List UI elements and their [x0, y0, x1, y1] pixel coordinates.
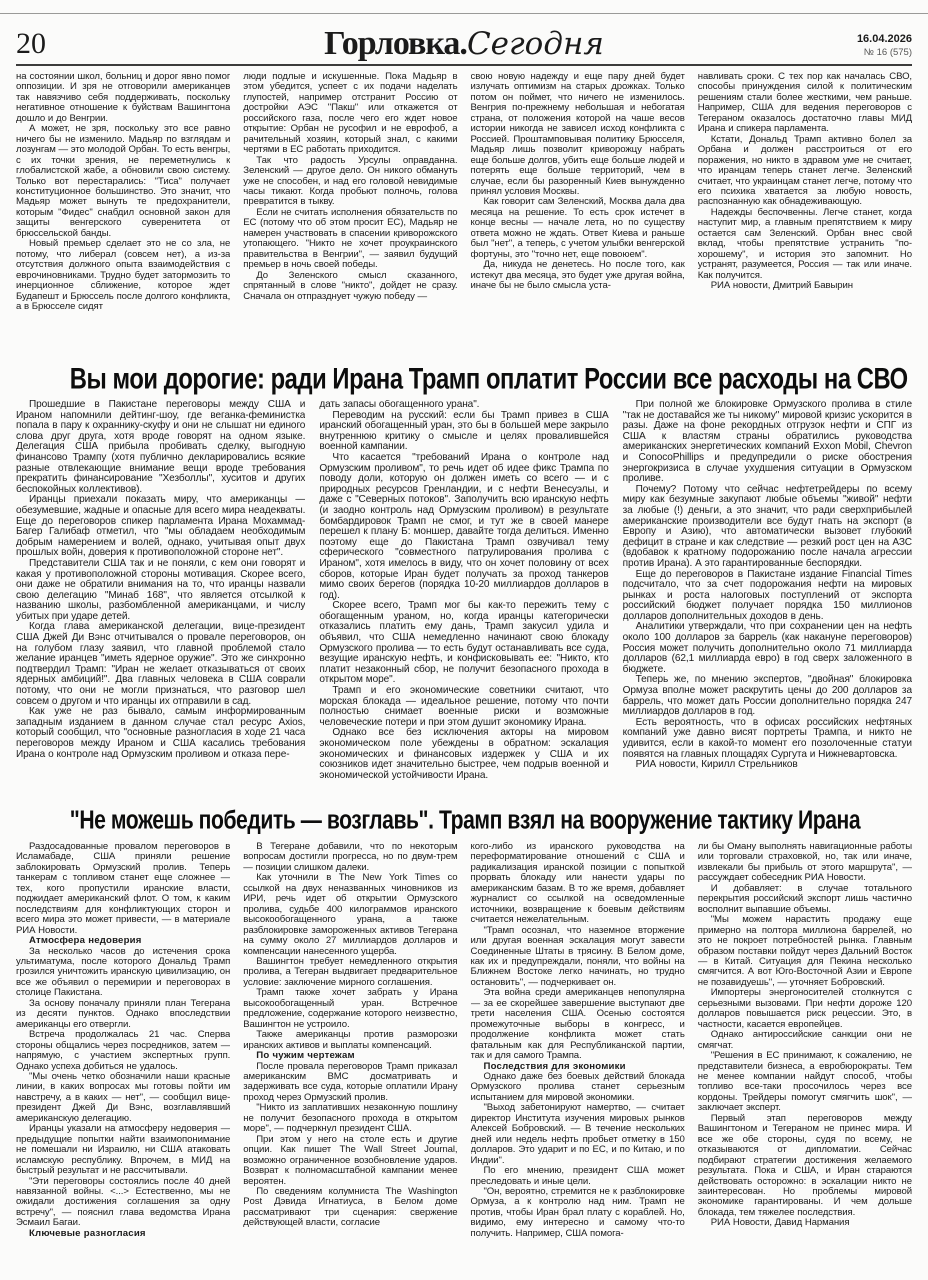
paragraph: Импортеры энергоносителей столкнутся с серьезными вызовами. При нефти дороже 120 долларов повышается риск рецессии. Это, в частности, касается европейцев. [697, 987, 912, 1030]
paragraph: Первый этап переговоров между Вашингтоном и Тегераном не принес мира. И все же обе стороны, судя по всему, не отказываются от дипломатии. Сейчас подбирают стратегии достижения желаемого результата. Пока и США, и Иран стараются действовать осторожно: в эскалации никто не заинтересован. Но проблемы мировой экономике гарантированы. И чем дольше блокада, тем тяжелее последствия. [697, 1112, 912, 1218]
paragraph: Надежды беспочвенны. Легче станет, когда наступит мир, а главным препятствием к миру остается сам Зеленский. Орбан внес свой вклад, чтобы препятствие устранить "по-хорошему", и история это запомнит. Но устранят, разумеется, Россия — так или иначе. Как получится. [697, 206, 912, 281]
subheading: По чужим чертежам [256, 1050, 355, 1062]
paragraph: По сведениям колумниста The Washington Post Дэвида Игнатиуса, в Белом доме рассматривают три сценария: свержение действующей власти, согласие [243, 1185, 458, 1229]
newspaper-title-main: Горловка. [324, 25, 467, 62]
article-top-continuation [16, 72, 912, 356]
newspaper-title-script: Сегодня [466, 26, 604, 62]
masthead [16, 17, 912, 61]
paragraph: Также американцы против разморозки иранских активов и выплаты компенсаций. [243, 1029, 458, 1051]
paragraph: Переводим на русский: если бы Трамп привез в США иранский обогащенный уран, это бы в большей мере закрыло внутреннюю критику о смысле и целях провалившейся военной кампании. [319, 409, 609, 453]
byline: РИА новости, Кирилл Стрельников [635, 759, 798, 771]
newspaper-title [16, 27, 912, 61]
paragraph: "Решения в ЕС принимают, к сожалению, не представители бизнеса, а евробюрократы. Тем не менее компании найдут способ, чтобы топливо все-таки просочилось через все кордоны. Трейдеры помогут смягчить шок", — заключает эксперт. [697, 1050, 912, 1114]
paragraph: И добавляет: в случае тотального перекрытия российский экспорт лишь частично восполнит выпавшие объемы. [697, 882, 912, 915]
paragraph: Есть вероятность, что в офисах российских нефтяных компаний уже давно висят портреты Трампа, и никто не удивится, если в какой-то момент его позолоченные статуи появятся на главных площадях Сургута и Нижневартовска. [622, 716, 912, 760]
paragraph: Эта война среди американцев непопулярна — за ее скорейшее завершение выступают две трети населения США. Осенью состоятся промежуточные выборы в конгресс, и продолжение конфликта может стать фатальным как для Республиканской партии, так и для самого Трампа. [470, 987, 685, 1062]
paragraph: "Он, вероятно, стремится не к разблокировке Ормуза, а к контролю над ним. Трамп не против, чтобы Иран брал плату с кораблей. Но, видимо, ему интересно и самому что-то получить. Например, США помога- [470, 1185, 685, 1239]
paragraph: "Никто из заплативших незаконную пошлину не получит безопасного прохода в открытом море", — подчеркнул президент США. [243, 1102, 458, 1135]
paragraph: Прошедшие в Пакистане переговоры между США и Ираном напомнили дейтинг-шоу, где веганка-феминистка попала в пару к охраннику-скуфу и они не слышат ни единого слова друг друга, хотя вроде говорят на одном языке. Делегация США прибыла пробивать сделку, выгодную финансово Трампу (хотя публично декларировались всякие разные отвлекающие внимание вещи вроде требования прекратить финансирование "Хезболлы", хуситов и других беспокойных коллективов). [16, 400, 306, 495]
article-column [698, 72, 912, 356]
issue-block [857, 33, 912, 61]
article-bottom [16, 842, 912, 1280]
paragraph: Скорее всего, Трамп мог бы как-то пережить тему с обогащенным ураном, но, когда иранцы категорически отказались платить ему дань, Трамп закусил удила и объявил, что США немедленно начинают свою блокаду Ормузского пролива — то есть будут останавливать все суда, везущие иранскую нефть, и конфисковывать ее: "Никто, кто платит незаконный сбор, не получит безопасного прохода в открытом море". [319, 600, 609, 686]
paragraph: "Мы можем нарастить продажу еще примерно на полтора миллиона баррелей, но это не покроет потребностей рынка. Главным образом поставки пойдут через Дальний Восток — в Китай. Ситуация для Пекина несколько смягчится. А вот Юго-Восточной Азии и Европе не позавидуешь", — уточняет Бобровский. [697, 914, 912, 988]
paragraph: Вашингтон требует немедленного открытия пролива, а Тегеран выдвигает предварительное условие: заключение мирного соглашения. [243, 955, 458, 988]
paragraph: За основу поначалу приняли план Тегерана из десяти пунктов. Однако впоследствии американцы его отвергли. [16, 997, 231, 1030]
subheading: Ключевые разногласия [29, 1227, 146, 1239]
paragraph: А может, не зря, поскольку это все равно ничего бы не изменило. Мадьяр по взглядам и лозунгам — это молодой Орбан. То есть венгры, с их точки зрения, не переметнулись к глобалистской жабе, а обновили свою систему. Только вот перестарались: "Тиса" получает конституционное большинство. Это значит, что Мадьяр может вынуть те предохранители, которым "Фидес" снабдил основной закон для защиты венгерского суверенитета от брюссельской банды. [16, 123, 231, 239]
byline: РИА новости, Дмитрий Бавырин [710, 280, 853, 292]
paragraph: "Эти переговоры состоялись после 40 дней навязанной войны. <...> Естественно, мы не ожидали достижения соглашения за одну встречу", — пояснил глава ведомства Ирана Эсмаил Багаи. [16, 1175, 231, 1229]
paragraph: ли бы Оману выполнять навигационные работы или торговали страховкой, но, так или иначе, извлекали бы прибыль от этого маршрута", — рассуждает собеседник РИА Новости. [697, 842, 912, 884]
paragraph: Да, никуда не денетесь. Но после того, как истекут два месяца, это будет уже другая война, иначе бы не было смысла уста- [470, 259, 685, 292]
paragraph: Как говорит сам Зеленский, Москва дала два месяца на решение. То есть срок истечет в конце весны — начале лета, но по существу ответа можно не ждать. Ответ Киева и раньше был "нет", а теперь, с учетом улыбки венгерской фортуны, это "точно нет, еще повоюем". [470, 196, 685, 260]
paragraph: Встреча продолжалась 21 час. Сперва стороны общались через посредников, затем — напрямую, с участием экспертных групп. Однако успеха добиться не удалось. [16, 1029, 231, 1072]
article-column [243, 72, 457, 356]
paragraph: Иранцы указали на атмосферу недоверия — предыдущие попытки найти взаимопонимание не помешали ни Израилю, ни США атаковать исламскую республику. Впрочем, в МИД на быстрый результат и не рассчитывали. [16, 1123, 231, 1177]
paragraph: "Мы очень четко обозначили наши красные линии, в каких вопросах мы готовы пойти им навстречу, а в каких — нет", — сообщил вице-президент Джей Ди Вэнс, возглавлявший американскую делегацию. [16, 1070, 231, 1124]
article-column [16, 842, 230, 1280]
page-number: 20 [16, 27, 46, 60]
paragraph: кого-либо из иранского руководства на переформатирование отношений с США и радикализация иранской позиции с попыткой прорвать блокаду или нанести удары по американским базам. В то же время, добавляет журналист со ссылкой на осведомленные источники, возвращение к боевым действиям считается нежелательным. [470, 842, 685, 926]
paragraph: В Тегеране добавили, что по некоторым вопросам достигли прогресса, но по двум-трем — позиции слишком далеки. [243, 842, 458, 873]
byline: РИА Новости, Давид Нармания [710, 1217, 850, 1229]
paragraph: За несколько часов до истечения срока ультиматума, после которого Дональд Трамп грозился уничтожить иранскую цивилизацию, он все же объявил о перемирии и переговорах в столице Пакистана. [16, 945, 231, 999]
article-column [623, 400, 912, 798]
paragraph: До Зеленского смысл сказанного, спрятанный в слове "никто", дойдет не сразу. Сначала он отпразднует чужую победу — [243, 269, 458, 302]
paragraph: Однако все без исключения акторы на мировом экономическом поле убеждены в обратном: эскалация экономических и финансовых издержек у США и их союзников идет значительно быстрее, чем подрыв военной и экономической устойчивости Ирана. [319, 727, 609, 781]
paragraph: Раздосадованные провалом переговоров в Исламабаде, США приняли решение заблокировать Ормузский пролив. Теперь танкерам с топливом станет еще сложнее — тех, кого пропустили иранские власти, поджидает американский флот. О том, к каким последствиям для конфликтующих сторон и всего мира это может привести, — в материале РИА Новости. [16, 842, 231, 936]
paragraph: "Выход забетонируют намертво, — считает директор Института изучения мировых рынков Алексей Бобровский. — В течение нескольких дней или недель нефть пробьет отметку в 150 долларов. Это ударит и по ЕС, и по Китаю, и по Индии". [470, 1102, 685, 1166]
paragraph: При этом у него на столе есть и другие опции. Как пишет The Wall Street Journal, возможно ограниченное возобновление ударов. Возврат к полномасштабной кампании менее вероятен. [243, 1133, 458, 1187]
paragraph: По его мнению, президент США может преследовать и иные цели. [470, 1165, 685, 1187]
paragraph: Что касается "требований Ирана о контроле над Ормузским проливом", то речь идет об идее фикс Трампа по поводу доли, которую он должен иметь со всего — и с природных ресурсов Гренландии, и с нефти Венесуэлы, и даже с "Северных потоков". Заполучить всю иранскую нефть (и заодно контроль над Ормузским проливом) в результате бомбардировок Трамп не смог, и тут же в своей манере перешел к плану Б: моншер, давайте тогда делиться. Именно поэтому еще до Пакистана Трамп озвучивал тему сферического "совместного патрулирования пролива с Ираном", хотя имелось в виду, что он хочет половину от всех сборов, которые Иран будет получать за проход танкеров мимо своих берегов (порядка 10-20 миллиардов долларов в год). [319, 451, 609, 601]
subheading: Атмосфера недоверия [29, 935, 142, 947]
article-column [319, 400, 608, 798]
page-top-rule [0, 13, 928, 14]
paragraph: Кстати, Дональд Трамп активно болел за Орбана и должен расстроиться от его поражения, но никто в здравом уме не считает, что иранцам теперь станет легче. Зеленский считает, что украинцам станет легче, потому что его психика хватается за любую новость, распознанную как обнадеживающую. [697, 133, 912, 208]
paragraph: свою новую надежду и еще пару дней будет излучать оптимизм на старых дрожках. Только потом он поймет, что ничего не изменилось. Венгрия по-прежнему небольшая и небогатая страна, от положения которой на чаше весов истории никогда не зависел исход конфликта с Россией. Проштамповывая политику Брюсселя, Мадьяр лишь позволит криворожцу набрать еще больше долгов, убить еще больше людей и потерять еще больше территорий, чем в случае, если бы разоренный Киев вынужденно принял условия Москвы. [470, 72, 685, 197]
paragraph: Трамп и его экономические советники считают, что морская блокада — идеальное решение, потому что почти полностью снимает военные риски и возможные человеческие потери и при этом душит экономику Ирана. [319, 685, 609, 728]
issue-date: 16.04.2026 [856, 33, 912, 46]
article-column [16, 72, 230, 356]
article-middle [16, 400, 912, 798]
headline-bottom-article: "Не можешь победить — возглавь". Трамп взял на вооружение тактику Ирана [69, 805, 861, 835]
paragraph: Если не считать исполнения обязательств по ЕС (потому что об этом просит ЕС), Мадьяр не намерен участвовать в спасении криворожского утопающего. "Никто не хочет проукраинского правительства в Венгрии", — заявил будущий премьер в ночь своей победы. [243, 206, 458, 271]
paragraph: Однако даже без боевых действий блокада Ормузского пролива станет серьезным испытанием для мировой экономики. [470, 1070, 685, 1103]
paragraph: Аналитики утверждали, что при сохранении цен на нефть около 100 долларов за баррель (как накануне переговоров) Россия может получить дополнительно около 71 миллиарда долларов (62,1 миллиарда евро) в год сверх заложенного в бюджете. [622, 621, 912, 675]
article-column [471, 72, 685, 356]
paragraph: Когда глава американской делегации, вице-президент США Джей Ди Вэнс отчитывался о провале переговоров, он на голубом глазу заявил, что главной проблемой стало желание иранцев "иметь ядерное оружие". Это же синхронно подтвердил Трамп: "Иран не желает отказываться от своих ядерных амбиций!". Два главных человека в США соврали потому, что они не могли признаться, что разговор шел совсем о другом и что иранцы их отправили в сад. [16, 621, 306, 707]
paragraph: При полной же блокировке Ормузского пролива в стиле "так не доставайся же ты никому" мировой кризис ускорится в разы. Даже на фоне рекордных отгрузок нефти и СПГ из США к властям страны обратились руководства американских энергетических компаний Exxon Mobil, Chevron и ConocoPhillips и предупредили о риске обострения энергокризиса в случае ухудшения ситуации в Ормузском проливе. [622, 400, 912, 485]
paragraph: дать запасы обогащенного урана". [319, 400, 480, 410]
headline-middle-article: Вы мои дорогие: ради Ирана Трамп оплатит России все расходы на СВО [69, 362, 908, 396]
paragraph: Теперь же, по мнению экспертов, "двойная" блокировка Ормуза вполне может раскрутить цены до 200 долларов за баррель, что может дать России дополнительно порядка 247 миллиардов долларов в год. [622, 674, 912, 718]
paragraph: Еще до переговоров в Пакистане издание Financial Times подсчитало, что за счет подорожания нефти на мировых рынках и роста налоговых поступлений от экспорта российский бюджет получает порядка 150 миллионов долларов дополнительных доходов в день. [622, 568, 912, 622]
paragraph: Представители США так и не поняли, с кем они говорят и какая у противоположной стороны мотивация. Скорее всего, они даже не обратили внимания на то, что иранцы назвали свою делегацию "Минаб 168", что является отсылкой к названию школы, разбомбленной американцами, и числу убитых при ударе детей. [16, 557, 306, 622]
paragraph: Однако антироссийские санкции они не смягчат. [697, 1029, 912, 1051]
issue-number: № 16 (575) [863, 47, 912, 59]
article-column [243, 842, 457, 1280]
article-column [471, 842, 685, 1280]
paragraph: Так что радость Урсулы оправданна. Зеленский — другое дело. Он никого обмануть уже не способен, и над его головой невидимые часы тикают. Когда пробьют полночь, голова превратится в тыкву. [243, 154, 458, 208]
paragraph: люди подлые и искушенные. Пока Мадьяр в этом убедится, успеет с их подачи наделать глупостей, например отстранит Россию от достройки АЭС "Пакш" или откажется от российского газа, после чего его ждет новое открытие: Орбан не русофил и не еврофоб, а рачительный хозяин, который знал, с какими чертями в ЕС работать приходится. [243, 72, 458, 156]
article-column [698, 842, 912, 1280]
paragraph: Новый премьер сделает это не со зла, не потому, что либерал (совсем нет), а из-за отсутствия должного опыта взаимодействия с еврочиновниками. Трудно будет затормозить то инерционное сближение, которое ждет Будапешт и Брюссель после долгого конфликта, а в Брюсселе сидят [16, 238, 231, 312]
masthead-rule [16, 64, 912, 66]
paragraph: "Трамп осознал, что наземное вторжение или другая военная эскалация могут завести Соединенные Штаты в трясину. В Белом доме, как их и предупреждали, поняли, что войны на Ближнем Востоке легко начинать, но трудно остановить", — подчеркивает он. [470, 924, 685, 988]
paragraph: Иранцы приехали показать миру, что американцы — обезумевшие, жадные и опасные для всего мира неадекваты. Еще до переговоров спикер парламента Ирана Мохаммад-Багер Галибаф отметил, что "мы обладаем необходимым добрым намерением и волей, однако, учитывая опыт двух прошлых войн, доверия к противоположной стороне нет". [16, 494, 306, 559]
subheading: Последствия для экономики [483, 1060, 626, 1072]
paragraph: Почему? Потому что сейчас нефтетрейдеры по всему миру как безумные закупают любые объемы "живой" нефти за любые (!) деньги, а это значит, что ради сверхприбылей американские производители все будут гнать на экспорт (в Европу и Азию), что автоматически вызовет глубокий дефицит в стране и как следствие — резкий рост цен на АЗС (вдобавок к кратному подорожанию после начала агрессии против Ирана). А это гарантированные беспорядки. [622, 483, 912, 569]
paragraph: навливать сроки. С тех пор как началась СВО, способы принуждения силой к политическим решениям стали более жесткими, чем раньше. Например, США для ведения переговоров с Тегераном оказалось достаточно главы МИД Ирана и спикера парламента. [697, 72, 912, 135]
paragraph: Как уточнили в The New York Times со ссылкой на двух неназванных чиновников из ИРИ, речь идет об открытии Ормузского пролива, судьбе 400 килограммов иранского высокообогащенного урана, а также разблокировке замороженных активов Тегерана на сумму около 27 миллиардов долларов и компенсации нанесенного ущерба. [243, 872, 458, 957]
paragraph: Как уже не раз бывало, самым информированным западным изданием в данном случае стал ресурс Axios, который сообщил, что "основные разногласия в ходе 21 часа переговоров между Ираном и США касались требования Ирана о контроле над Ормузским проливом и отказа пере- [16, 706, 306, 760]
paragraph: Трамп также хочет забрать у Ирана высокообогащенный уран. Встречное предложение, содержание которого неизвестно, Вашингтон не устроило. [243, 987, 458, 1030]
paragraph: на состоянии школ, больниц и дорог явно помог оппозиции. И зря не отговорили американцев так навязчиво себя поддерживать, поскольку негативное отношение к буйствам Вашингтона дошло и до Венгрии. [16, 72, 231, 124]
article-column [16, 400, 305, 798]
paragraph: После провала переговоров Трамп приказал американским ВМС досматривать и задерживать все суда, которые оплатили Ирану проход через Ормузский пролив. [243, 1060, 458, 1103]
